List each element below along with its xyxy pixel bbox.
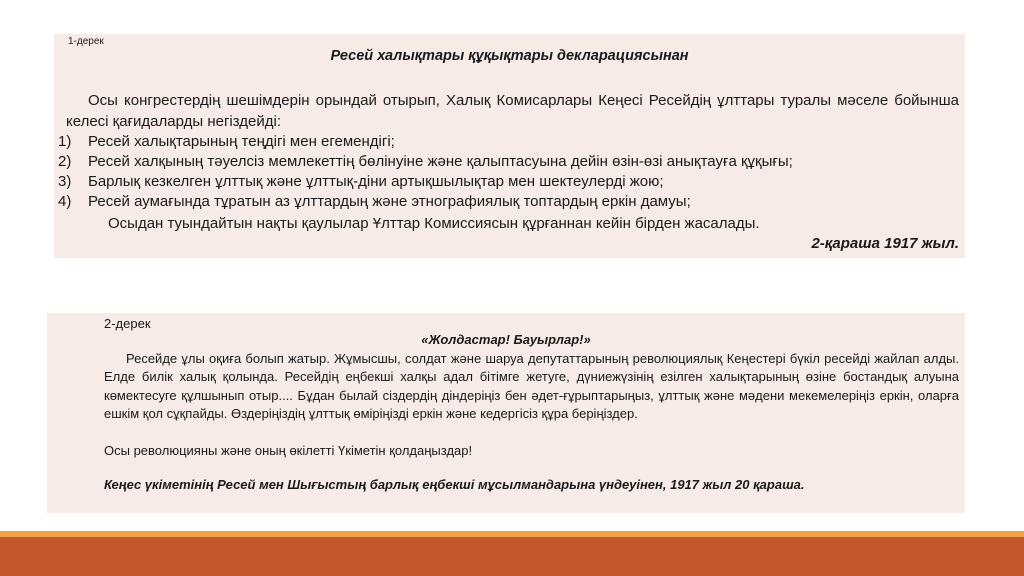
list-item: 1) Ресей халықтарының теңдігі мен егемендігі; xyxy=(58,133,395,150)
source-1-intro: Осы конгрестердің шешімдерін орындай отырып, Халық Комисарлары Кеңесі Ресейдің ұлттары туралы мәселе бойынша келесі қағидаларды негіздейді: xyxy=(66,92,959,130)
source-1-list xyxy=(54,132,959,212)
source-2-appeal: Осы революцияны және оның өкілетті Үкіметін қолдаңыздар! xyxy=(104,443,473,458)
source-2-body: Ресейде ұлы оқиға болып жатыр. Жұмысшы, солдат және шаруа депутаттарының революциялық Кеңестері бүкіл ресейді жайлап алды. Елде билік халық қолында. Ресейдің еңбекші халқы адал бітімге жетуге, дүниежүзінің езілген халықтарының өзіне бостандық алуына көмектесуге құлшынып отыр.... Бұдан былай сіздердің діндеріңіз бен әдет-ғұрыптарыңыз, ұлттық және мәдени мекемелеріңіз еркін, оларға ешкім қол сұқпайды. Өздеріңіздің ұлттық өміріңізді еркін және кедергісіз құра беріңіздер. xyxy=(104,351,959,422)
source-1-box xyxy=(54,34,965,258)
source-1-date: 2-қараша 1917 жыл. xyxy=(811,235,959,252)
source-2-title: «Жолдастар! Бауырлар!» xyxy=(421,332,591,347)
source-2-box xyxy=(47,313,965,513)
source-1-closing: Осыдан туындайтын нақты қаулылар Ұлттар Комиссиясын құрғаннан кейін бірден жасалады. xyxy=(108,215,760,232)
source-1-label: 1-дерек xyxy=(68,36,104,47)
list-item: 4) Ресей аумағында тұратын аз ұлттардың және этнографиялық топтардың еркін дамуы; xyxy=(58,193,691,210)
list-item: 3) Барлық кезкелген ұлттық және ұлттық-діни артықшылықтар мен шектеулерді жою; xyxy=(58,173,664,190)
source-1-title: Ресей халықтары құқықтары декларациясынан xyxy=(330,48,689,64)
source-2-citation: Кеңес үкіметінің Ресей мен Шығыстың барлық еңбекші мұсылмандарына үндеуінен, 1917 жыл 20 қараша. xyxy=(104,477,805,492)
list-item: 2) Ресей халқының тәуелсіз мемлекеттің бөлінуіне және қалыптасуына дейін өзін-өзі анықтауға құқығы; xyxy=(58,153,793,170)
source-2-label: 2-дерек xyxy=(104,316,151,331)
footer-bar xyxy=(0,537,1024,576)
